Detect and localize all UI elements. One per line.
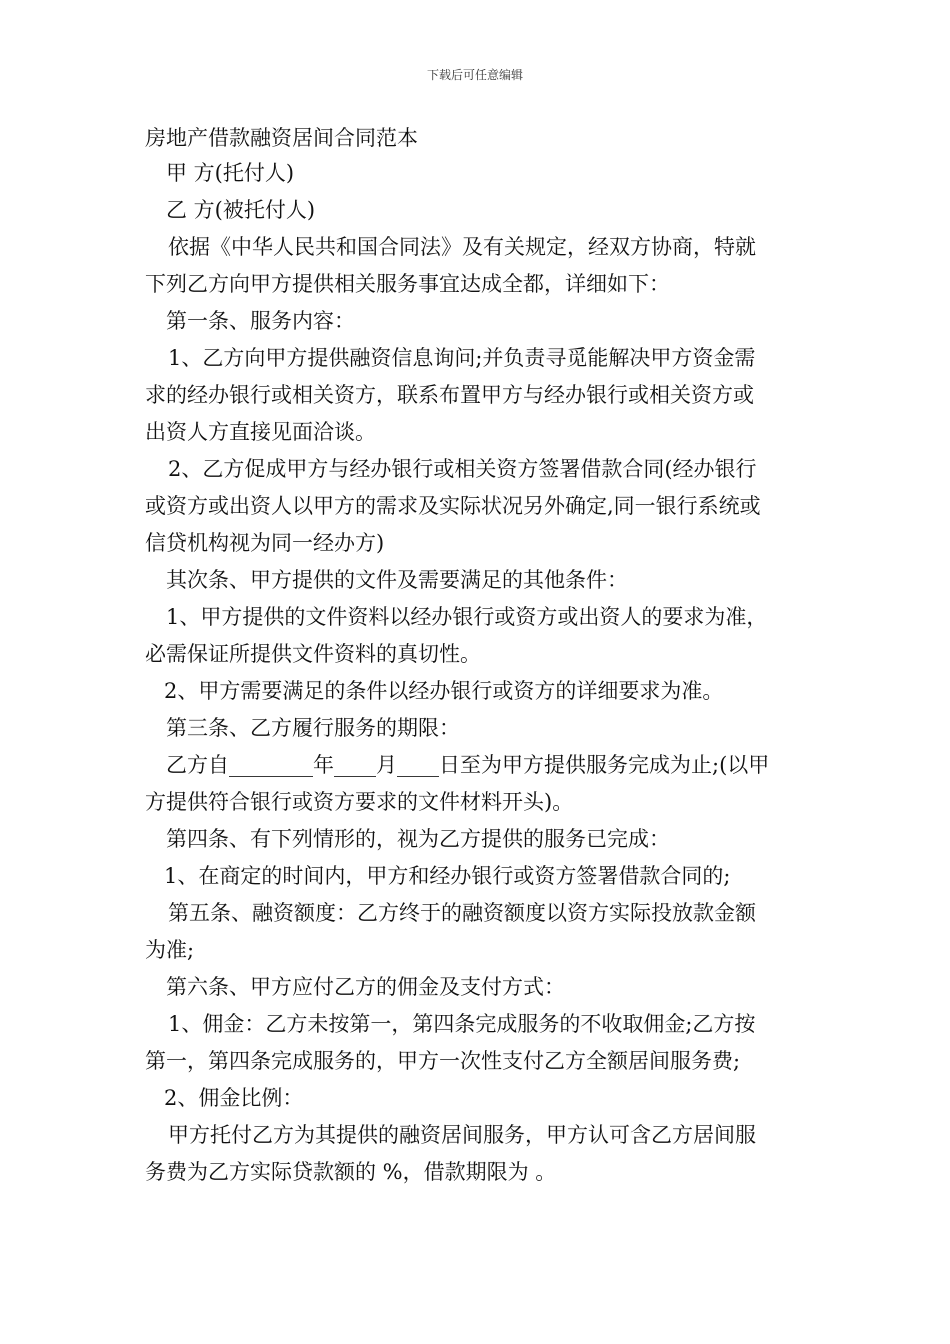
paragraph-line: 出资人方直接见面洽谈。	[145, 420, 376, 444]
section-heading: 第四条、有下列情形的，视为乙方提供的服务已完成：	[166, 827, 670, 851]
party-b-line: 乙 方(被托付人)	[166, 198, 316, 222]
paragraph-line: 1、乙方向甲方提供融资信息询问;并负责寻觅能解决甲方资金需	[168, 346, 756, 370]
paragraph-line: 求的经办银行或相关资方，联系布置甲方与经办银行或相关资方或	[145, 383, 754, 407]
paragraph-line: 必需保证所提供文件资料的真切性。	[145, 642, 481, 666]
paragraph-line: 第一，第四条完成服务的，甲方一次性支付乙方全额居间服务费;	[145, 1049, 741, 1073]
paragraph-line: 为准;	[145, 938, 195, 962]
section-heading: 第六条、甲方应付乙方的佣金及支付方式：	[166, 975, 565, 999]
section-heading: 其次条、甲方提供的文件及需要满足的其他条件：	[166, 568, 628, 592]
section-heading: 第五条、融资额度：乙方终于的融资额度以资方实际投放款金额	[168, 901, 756, 925]
document-title: 房地产借款融资居间合同范本	[145, 126, 418, 150]
page-header: 下载后可任意编辑	[426, 68, 523, 82]
paragraph-line: 或资方或出资人以甲方的需求及实际状况另外确定,同一银行系统或	[145, 494, 761, 518]
paragraph-line: 依据《中华人民共和国合同法》及有关规定，经双方协商，特就	[168, 235, 756, 259]
party-a-line: 甲 方(托付人)	[166, 161, 295, 185]
section-heading: 第一条、服务内容：	[166, 309, 355, 333]
paragraph-line: 1、佣金：乙方未按第一，第四条完成服务的不收取佣金;乙方按	[168, 1012, 756, 1036]
paragraph-line: 1、甲方提供的文件资料以经办银行或资方或出资人的要求为准，	[166, 605, 768, 629]
paragraph-line: 乙方自________年____月____日至为甲方提供服务完成为止;(以甲	[166, 753, 770, 777]
paragraph-line: 下列乙方向甲方提供相关服务事宜达成全都，详细如下：	[145, 272, 670, 296]
paragraph-line: 2、乙方促成甲方与经办银行或相关资方签署借款合同(经办银行	[168, 457, 757, 481]
paragraph-line: 2、佣金比例：	[164, 1086, 304, 1110]
section-heading: 第三条、乙方履行服务的期限：	[166, 716, 460, 740]
paragraph-line: 2、甲方需要满足的条件以经办银行或资方的详细要求为准。	[164, 679, 724, 703]
paragraph-line: 信贷机构视为同一经办方)	[145, 531, 385, 555]
paragraph-line: 1、在商定的时间内，甲方和经办银行或资方签署借款合同的;	[164, 864, 731, 888]
paragraph-line: 甲方托付乙方为其提供的融资居间服务，甲方认可含乙方居间服	[168, 1123, 756, 1147]
paragraph-line: 方提供符合银行或资方要求的文件材料开头)。	[145, 790, 574, 814]
paragraph-line: 务费为乙方实际贷款额的 %，借款期限为 。	[145, 1160, 557, 1184]
